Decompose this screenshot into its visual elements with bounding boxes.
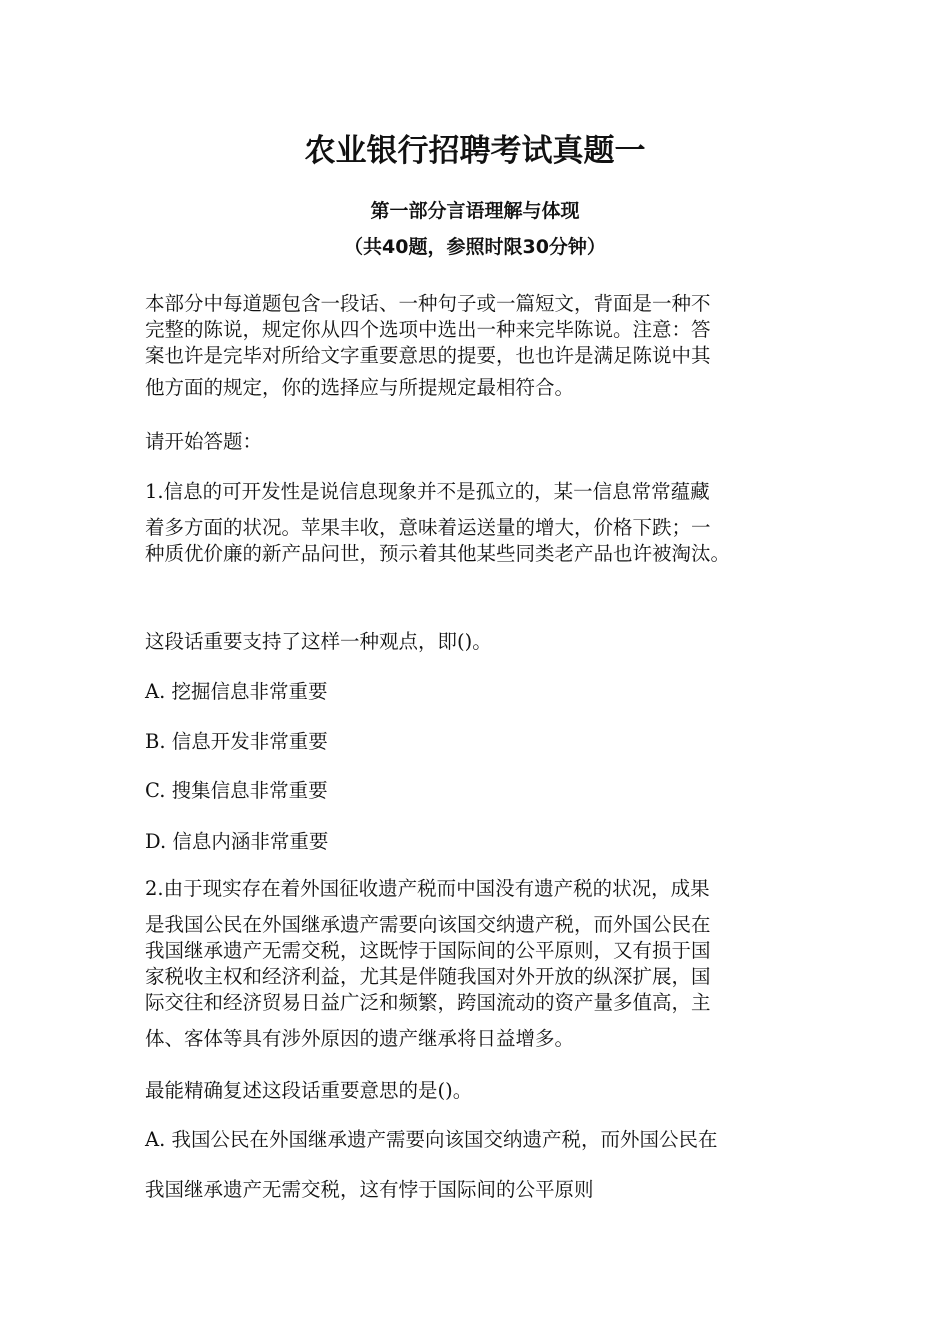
question-2-prompt: 最能精确复述这段话重要意思的是()。 [145, 1079, 473, 1102]
question-stem-line: 体、客体等具有涉外原因的遗产继承将日益增多。 [145, 1027, 575, 1050]
document-title: 农业银行招聘考试真题一 [304, 133, 646, 169]
question-1-option-b: B. 信息开发非常重要 [145, 730, 328, 753]
section-title: 第一部分言语理解与体现 [370, 200, 580, 222]
question-1-option-a: A. 挖掘信息非常重要 [145, 680, 328, 703]
question-stem-line: 2.由于现实存在着外国征收遗产税而中国没有遗产税的状况，成果 [145, 877, 710, 900]
section-note: （共40题，参照时限30分钟） [344, 236, 606, 258]
question-stem-line: 种质优价廉的新产品问世，预示着其他某些同类老产品也许被淘汰。 [145, 542, 731, 565]
question-1-prompt: 这段话重要支持了这样一种观点，即()。 [145, 630, 492, 653]
question-stem-line: 是我国公民在外国继承遗产需要向该国交纳遗产税，而外国公民在 [145, 913, 711, 936]
question-stem-line: 际交往和经济贸易日益广泛和频繁，跨国流动的资产量多值高，主 [145, 991, 711, 1014]
intro-line: 本部分中每道题包含一段话、一种句子或一篇短文，背面是一种不 [145, 292, 711, 315]
question-1-option-d: D. 信息内涵非常重要 [145, 830, 329, 853]
intro-line: 他方面的规定，你的选择应与所提规定最相符合。 [145, 376, 575, 399]
question-1-stem [145, 479, 825, 567]
question-2-option-a-continued: 我国继承遗产无需交税，这有悖于国际间的公平原则 [145, 1178, 594, 1201]
intro-paragraph [145, 291, 825, 401]
question-stem-line: 我国继承遗产无需交税，这既悖于国际间的公平原则，又有损于国 [145, 939, 711, 962]
start-prompt: 请开始答题： [145, 430, 263, 453]
intro-line: 案也许是完毕对所给文字重要意思的提要，也也许是满足陈说中其 [145, 344, 711, 367]
question-stem-line: 1.信息的可开发性是说信息现象并不是孤立的，某一信息常常蕴藏 [145, 480, 710, 503]
question-2-option-a: A. 我国公民在外国继承遗产需要向该国交纳遗产税，而外国公民在 [145, 1128, 718, 1151]
intro-line: 完整的陈说，规定你从四个选项中选出一种来完毕陈说。注意：答 [145, 318, 711, 341]
question-1-option-c: C. 搜集信息非常重要 [145, 779, 328, 802]
question-stem-line: 家税收主权和经济利益，尤其是伴随我国对外开放的纵深扩展，国 [145, 965, 711, 988]
question-stem-line: 着多方面的状况。苹果丰收，意味着运送量的增大，价格下跌；一 [145, 516, 711, 539]
question-2-stem [145, 876, 825, 1052]
